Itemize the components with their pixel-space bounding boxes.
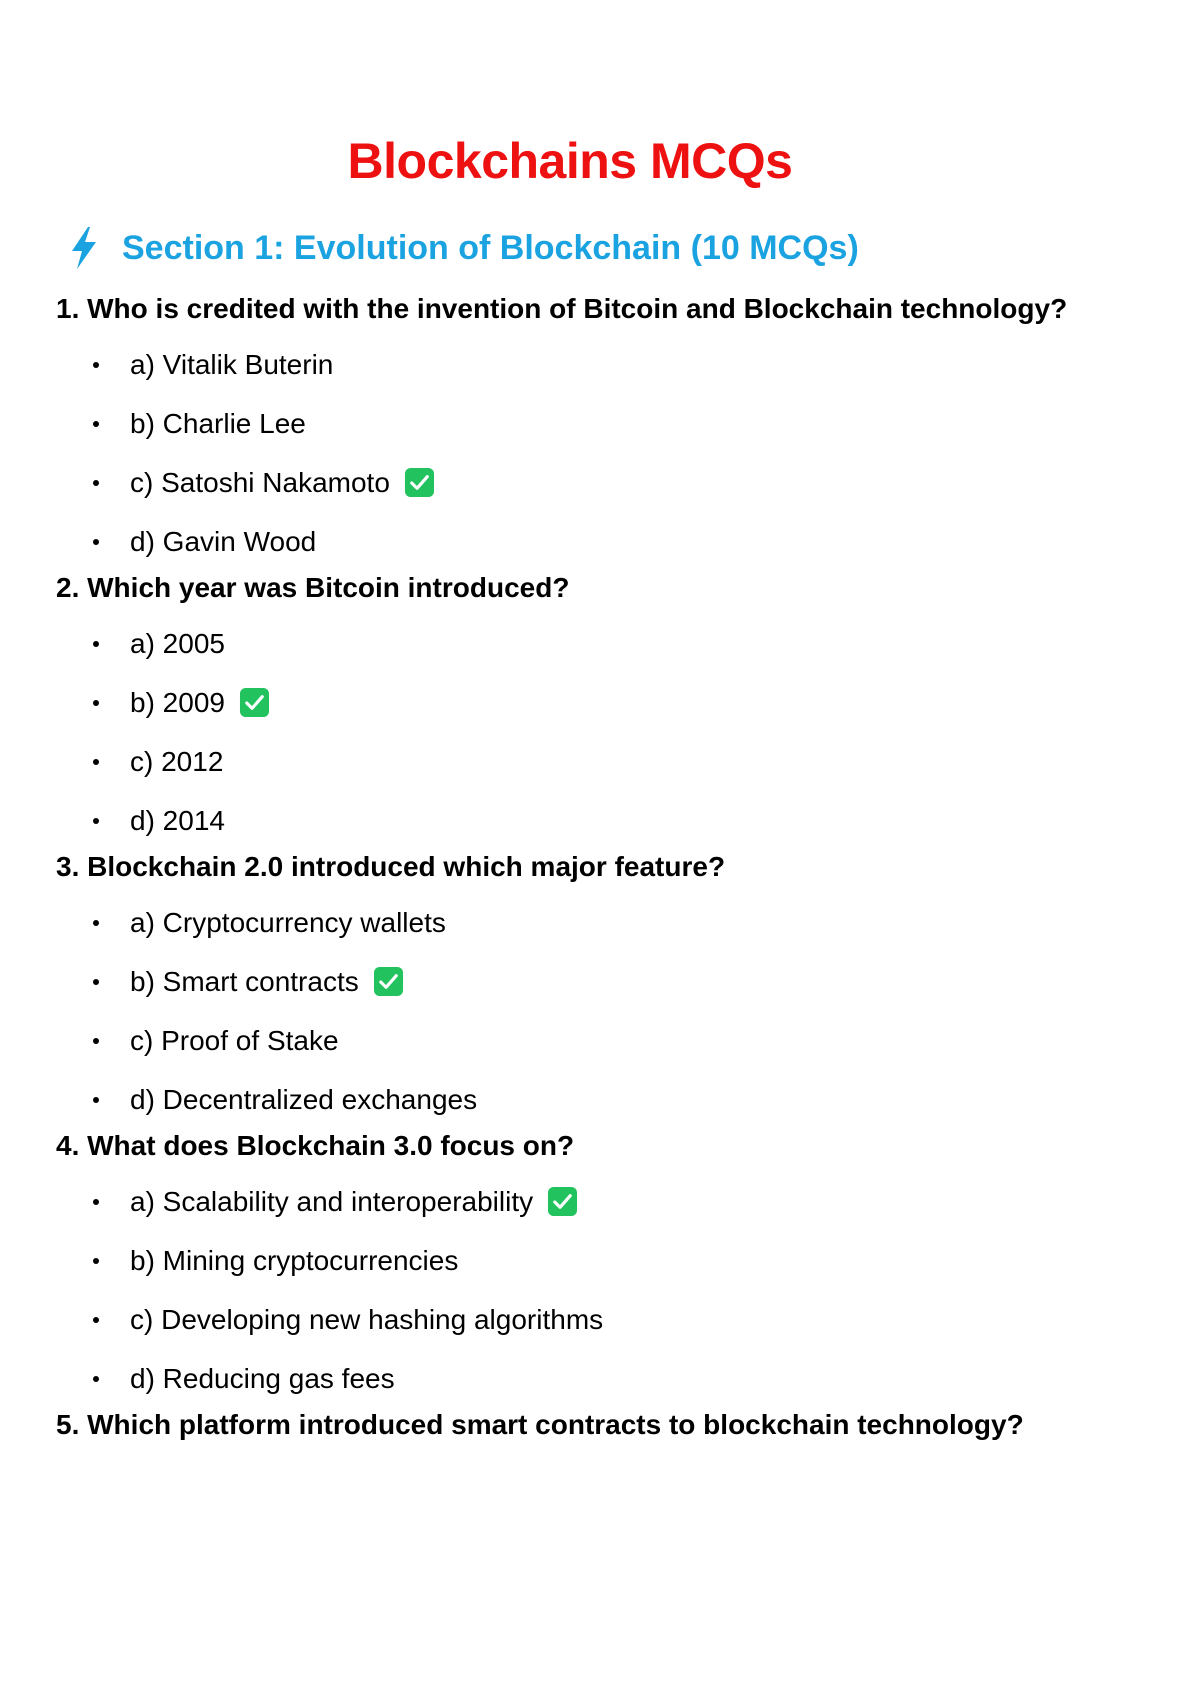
bullet-icon [93,1376,99,1382]
option-text: a) 2005 [130,627,225,659]
option-item [56,453,1156,512]
option-item [56,1070,1156,1129]
option-item [56,732,1156,791]
bullet-icon [93,1038,99,1044]
lightning-bolt-icon [68,226,100,270]
option-list [56,614,1156,850]
option-item [56,1290,1156,1349]
question-text: 3. Blockchain 2.0 introduced which major feature? [56,851,726,882]
bullet-icon [93,480,99,486]
option-item [56,893,1156,952]
option-text: d) Gavin Wood [130,525,317,557]
option-text: b) Smart contracts [130,965,359,997]
section-heading [68,226,859,270]
option-text: a) Cryptocurrency wallets [130,906,446,938]
option-item [56,1172,1156,1231]
bullet-icon [93,759,99,765]
option-item [56,614,1156,673]
bullet-icon [93,539,99,545]
bullet-icon [93,818,99,824]
option-text: c) Developing new hashing algorithms [130,1303,604,1335]
question-item [56,571,1156,850]
correct-answer-check-icon [373,966,404,997]
option-text: a) Vitalik Buterin [130,348,334,380]
option-text: d) 2014 [130,804,225,836]
option-text: c) Satoshi Nakamoto [130,466,390,498]
option-text: d) Decentralized exchanges [130,1083,478,1115]
option-text: c) Proof of Stake [130,1024,339,1056]
option-text: b) Mining cryptocurrencies [130,1244,459,1276]
document-title: Blockchains MCQs [347,133,793,189]
option-item [56,335,1156,394]
section-heading-text: Section 1: Evolution of Blockchain (10 MCQs) [122,228,859,267]
question-item [56,292,1156,571]
question-item [56,1408,1156,1442]
option-text: d) Reducing gas fees [130,1362,395,1394]
option-text: a) Scalability and interoperability [130,1185,534,1217]
question-list [56,292,1156,1442]
question-text: 1. Who is credited with the invention of Bitcoin and Blockchain technology? [56,293,1068,324]
option-item [56,1231,1156,1290]
bullet-icon [93,1097,99,1103]
bullet-icon [93,920,99,926]
option-item [56,1011,1156,1070]
question-text: 2. Which year was Bitcoin introduced? [56,572,570,603]
option-item [56,394,1156,453]
option-item [56,791,1156,850]
bullet-icon [93,1258,99,1264]
correct-answer-check-icon [547,1186,578,1217]
correct-answer-check-icon [239,687,270,718]
bullet-icon [93,362,99,368]
bullet-icon [93,421,99,427]
option-list [56,335,1156,571]
question-item [56,850,1156,1129]
question-text: 5. Which platform introduced smart contracts to blockchain technology? [56,1409,1024,1440]
option-list [56,893,1156,1129]
bullet-icon [93,641,99,647]
bullet-icon [93,700,99,706]
question-item [56,1129,1156,1408]
bullet-icon [93,979,99,985]
option-item [56,952,1156,1011]
option-text: b) 2009 [130,686,225,718]
option-text: b) Charlie Lee [130,407,306,439]
option-item [56,512,1156,571]
correct-answer-check-icon [404,467,435,498]
bullet-icon [93,1317,99,1323]
option-item [56,1349,1156,1408]
option-item [56,673,1156,732]
question-text: 4. What does Blockchain 3.0 focus on? [56,1130,575,1161]
option-text: c) 2012 [130,745,224,777]
bullet-icon [93,1199,99,1205]
option-list [56,1172,1156,1408]
